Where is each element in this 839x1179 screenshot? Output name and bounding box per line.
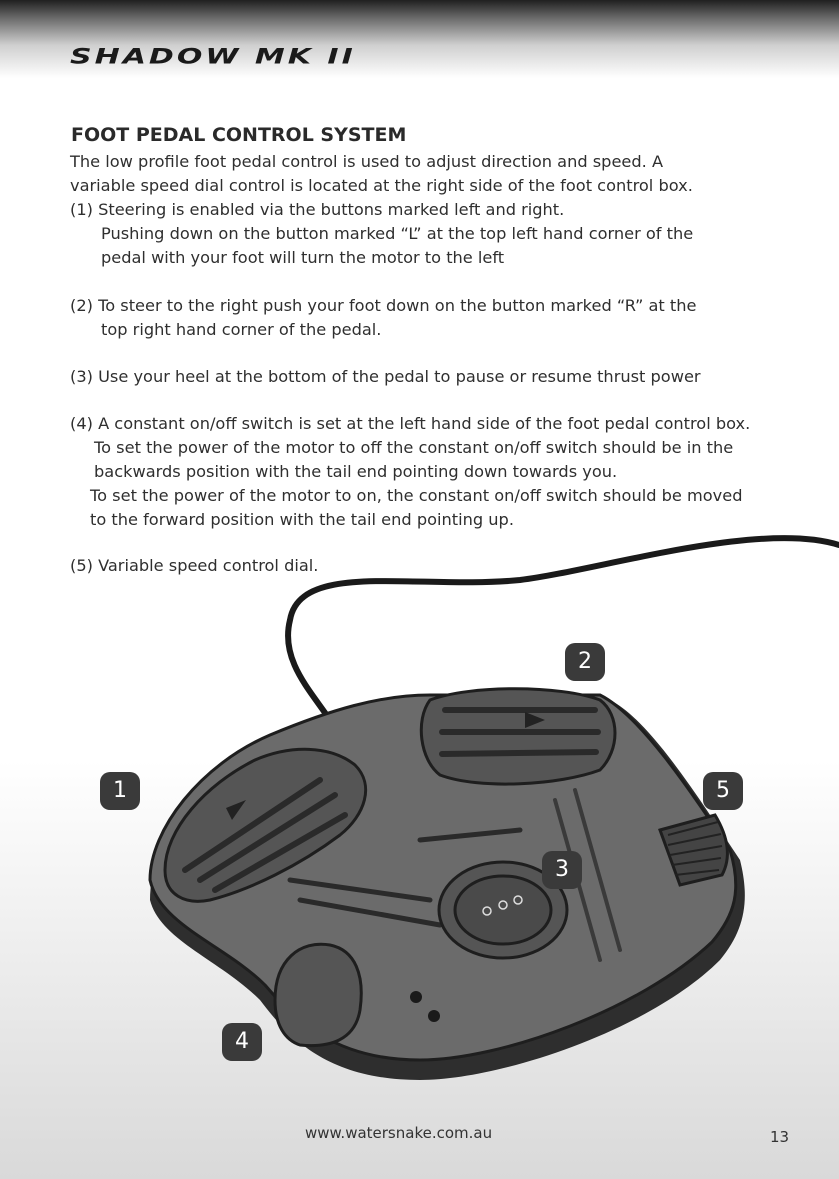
foot-pedal-illustration [0,520,839,1100]
body-line: Pushing down on the button marked “L” at the top left hand corner of the [101,224,694,243]
body-line: (3) Use your heel at the bottom of the pedal to pause or resume thrust power [70,367,701,386]
callout-4: 4 [222,1023,262,1061]
brand-logo: SHADOW MK II [70,44,356,70]
body-line: backwards position with the tail end pointing down towards you. [94,462,618,481]
body-line: The low profile foot pedal control is used to adjust direction and speed. A [70,152,664,171]
body-line: To set the power of the motor to off the constant on/off switch should be in the [94,438,734,457]
body-line: (2) To steer to the right push your foot down on the button marked “R” at the [70,296,697,315]
page-number: 13 [770,1128,790,1146]
callout-2: 2 [565,643,605,681]
footer-url: www.watersnake.com.au [305,1124,493,1142]
body-line: top right hand corner of the pedal. [101,320,382,339]
body-line: variable speed dial control is located at the right side of the foot control box. [70,176,693,195]
body-line: (5) Variable speed control dial. [70,556,319,575]
body-line: (4) A constant on/off switch is set at the left hand side of the foot pedal control box. [70,414,751,433]
section-title: FOOT PEDAL CONTROL SYSTEM [71,124,407,146]
callout-3: 3 [542,851,582,889]
callout-5: 5 [703,772,743,810]
body-line: pedal with your foot will turn the motor to the left [101,248,505,267]
body-line: To set the power of the motor to on, the constant on/off switch should be moved [90,486,743,505]
body-line: to the forward position with the tail end pointing up. [90,510,514,529]
body-line: (1) Steering is enabled via the buttons marked left and right. [70,200,565,219]
callout-1: 1 [100,772,140,810]
